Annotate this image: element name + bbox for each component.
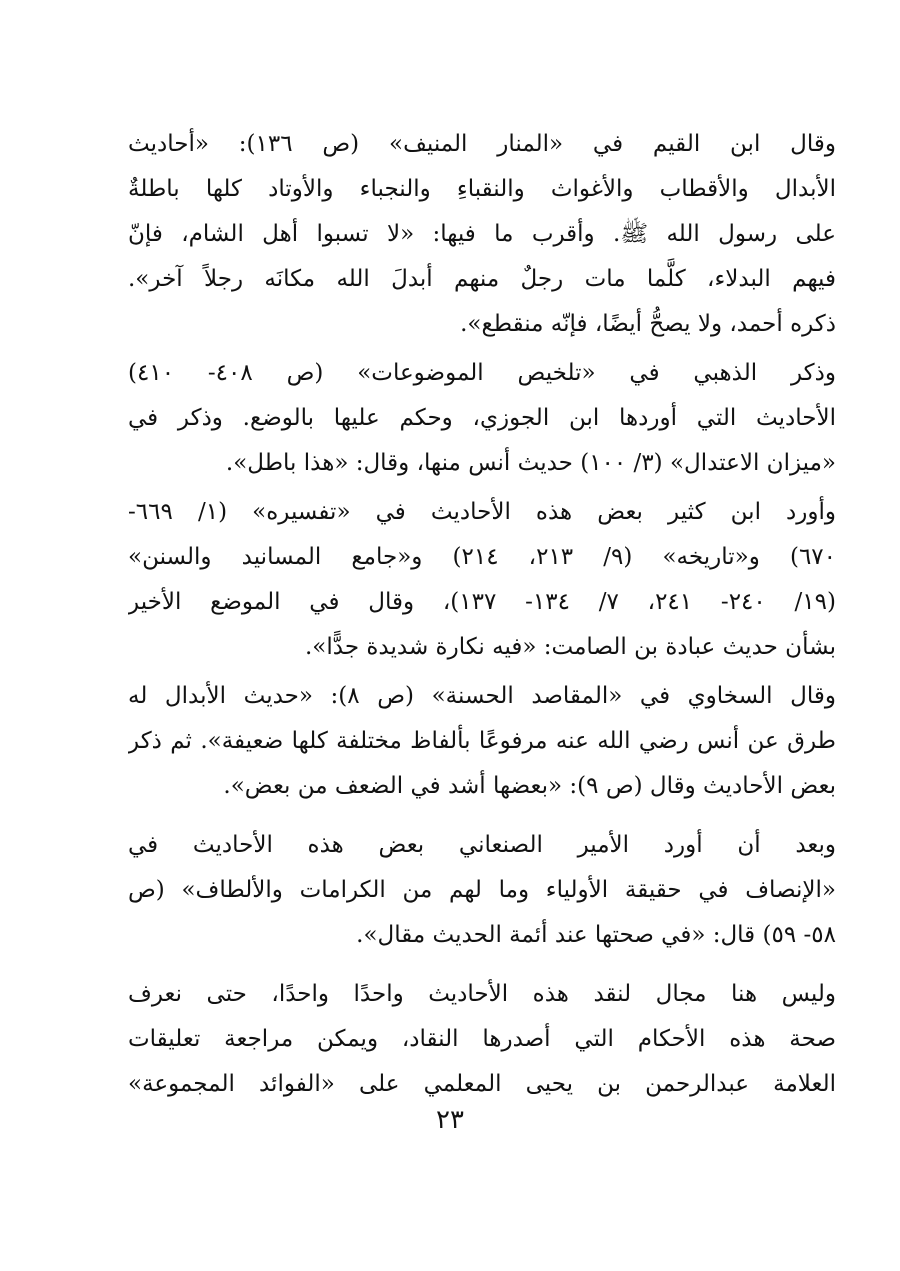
text-line: بشأن حديث عبادة بن الصامت: «فيه نكارة شديدة جدًّا». bbox=[305, 634, 836, 660]
text-line: الأحاديث التي أوردها ابن الجوزي، وحكم عليها بالوضع. وذكر في bbox=[128, 405, 836, 431]
text-line: وذكر الذهبي في «تلخيص الموضوعات» (ص ٤٠٨- ٤١٠) bbox=[128, 360, 836, 386]
text-line: وليس هنا مجال لنقد هذه الأحاديث واحدًا واحدًا، حتى نعرف bbox=[128, 981, 836, 1007]
paragraph-conclusion bbox=[128, 972, 836, 1107]
text-line: ٦٧٠) و«تاريخه» (٩/ ٢١٣، ٢١٤) و«جامع المسانيد والسنن» bbox=[128, 544, 836, 570]
text-line: فيهم البدلاء، كلَّما مات رجلٌ منهم أبدلَ الله مكانَه رجلاً آخر». bbox=[128, 266, 836, 292]
text-line: ذكره أحمد، ولا يصحُّ أيضًا، فإنّه منقطع». bbox=[460, 311, 836, 337]
text-line: وقال السخاوي في «المقاصد الحسنة» (ص ٨): «حديث الأبدال له bbox=[128, 683, 836, 709]
text-line: وأورد ابن كثير بعض هذه الأحاديث في «تفسيره» (١/ ٦٦٩- bbox=[128, 499, 836, 525]
page-number: ٢٣ bbox=[436, 1105, 464, 1135]
paragraph-sanani bbox=[128, 823, 836, 958]
text-line: صحة هذه الأحكام التي أصدرها النقاد، ويمكن مراجعة تعليقات bbox=[128, 1026, 836, 1052]
text-line: وبعد أن أورد الأمير الصنعاني بعض هذه الأحاديث في bbox=[128, 832, 836, 858]
paragraph-ibn-kathir bbox=[128, 490, 836, 670]
text-line: بعض الأحاديث وقال (ص ٩): «بعضها أشد في الضعف من بعض». bbox=[223, 773, 836, 799]
text-line: العلامة عبدالرحمن بن يحيى المعلمي على «الفوائد المجموعة» bbox=[128, 1071, 836, 1097]
text-line: «ميزان الاعتدال» (٣/ ١٠٠) حديث أنس منها، وقال: «هذا باطل». bbox=[225, 450, 836, 476]
text-line: «الإنصاف في حقيقة الأولياء وما لهم من الكرامات والألطاف» (ص bbox=[128, 877, 836, 903]
paragraph-sakhawi bbox=[128, 674, 836, 809]
text-line: على رسول الله ﷺ. وأقرب ما فيها: «لا تسبوا أهل الشام، فإنّ bbox=[128, 221, 836, 247]
text-line: (١٩/ ٢٤٠- ٢٤١، ٧/ ١٣٤- ١٣٧)، وقال في الموضع الأخير bbox=[128, 589, 836, 615]
text-line: ٥٨- ٥٩) قال: «في صحتها عند أئمة الحديث مقال». bbox=[356, 922, 836, 948]
text-line: طرق عن أنس رضي الله عنه مرفوعًا بألفاظ مختلفة كلها ضعيفة». ثم ذكر bbox=[128, 728, 836, 754]
text-line: الأبدال والأقطاب والأغواث والنقباءِ والنجباء والأوتاد كلها باطلةٌ bbox=[128, 176, 836, 202]
document-body bbox=[128, 122, 836, 1107]
paragraph-ibn-qayyim bbox=[128, 122, 836, 347]
text-line: وقال ابن القيم في «المنار المنيف» (ص ١٣٦): «أحاديث bbox=[128, 131, 836, 157]
paragraph-dhahabi bbox=[128, 351, 836, 486]
